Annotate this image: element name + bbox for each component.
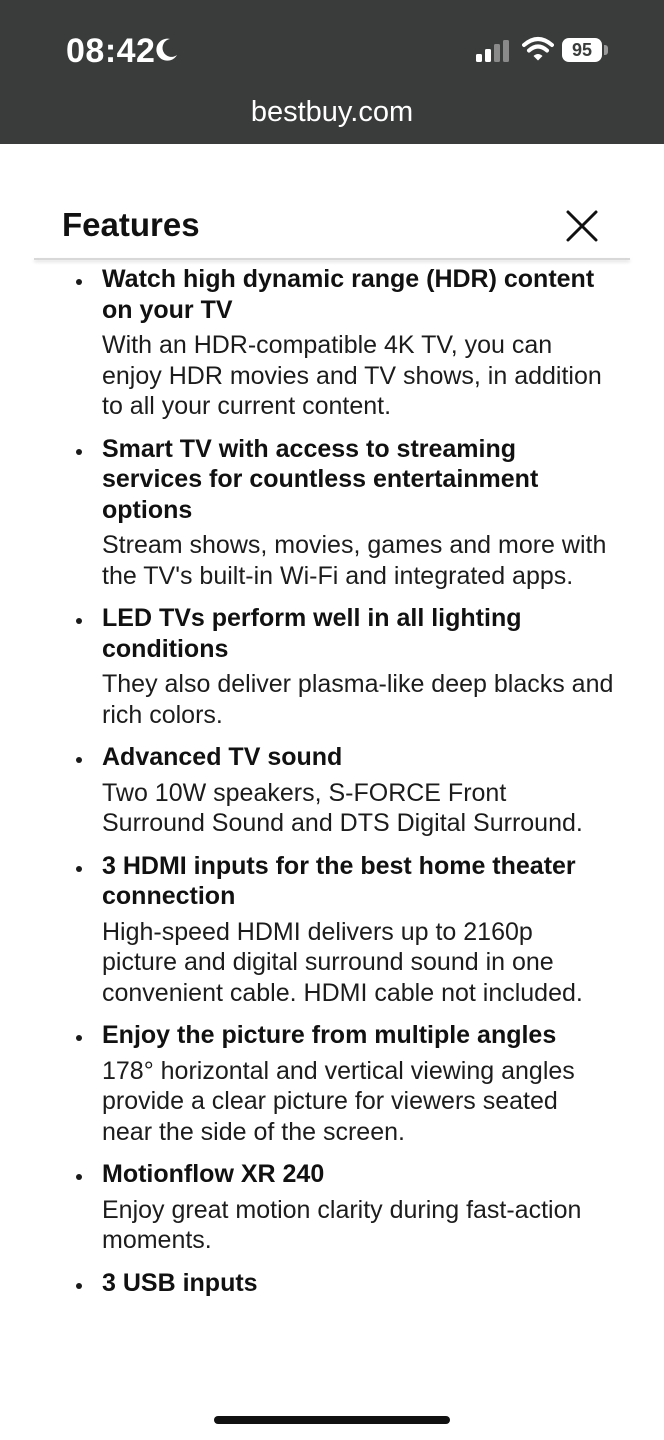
status-bar	[0, 0, 664, 144]
bullet-icon	[76, 279, 82, 285]
feature-title: LED TVs perform well in all lighting conditions	[102, 604, 522, 663]
feature-description: High-speed HDMI delivers up to 2160p picture and digital surround sound in one convenient cable. HDMI cable not included.	[102, 917, 583, 1007]
feature-item	[0, 1159, 664, 1256]
feature-item	[0, 1020, 664, 1147]
feature-description: With an HDR-compatible 4K TV, you can enjoy HDR movies and TV shows, in addition to all your current content.	[102, 331, 602, 420]
bullet-icon	[76, 449, 82, 455]
header-divider	[34, 258, 630, 260]
feature-title: Advanced TV sound	[102, 743, 343, 771]
bullet-icon	[76, 618, 82, 624]
feature-title: Smart TV with access to streaming services for countless entertainment options	[102, 434, 539, 524]
cellular-signal-icon	[476, 40, 512, 62]
feature-description: 178° horizontal and vertical viewing angles provide a clear picture for viewers seated near the side of the screen.	[102, 1056, 575, 1146]
feature-title: Motionflow XR 240	[102, 1160, 325, 1188]
features-list	[0, 264, 664, 1408]
bullet-icon	[76, 757, 82, 763]
feature-item	[0, 434, 664, 592]
feature-title: 3 USB inputs	[102, 1268, 258, 1297]
browser-url[interactable]: bestbuy.com	[250, 96, 414, 128]
feature-title: Watch high dynamic range (HDR) content on your TV	[102, 265, 595, 324]
bullet-icon	[76, 1174, 82, 1180]
clock-time: 08:42	[66, 32, 156, 70]
feature-title: Enjoy the picture from multiple angles	[102, 1021, 557, 1049]
feature-description: Stream shows, movies, games and more with the TV's built-in Wi-Fi and integrated apps.	[102, 531, 607, 590]
feature-title: 3 HDMI inputs for the best home theater connection	[102, 851, 576, 910]
feature-item	[0, 1268, 664, 1299]
bullet-icon	[76, 866, 82, 872]
close-icon[interactable]	[564, 208, 600, 244]
battery-level: 95	[571, 40, 593, 60]
feature-description: Enjoy great motion clarity during fast-action moments.	[102, 1195, 582, 1254]
feature-item	[0, 851, 664, 1009]
feature-item	[0, 264, 664, 422]
wifi-icon	[522, 36, 554, 62]
modal-title: Features	[62, 206, 200, 243]
moon-icon	[152, 36, 180, 64]
battery-icon	[562, 38, 602, 62]
feature-item	[0, 742, 664, 839]
feature-description: Two 10W speakers, S-FORCE Front Surround Sound and DTS Digital Surround.	[102, 778, 583, 837]
bullet-icon	[76, 1035, 82, 1041]
feature-description: They also deliver plasma-like deep blacks and rich colors.	[102, 670, 614, 729]
feature-item	[0, 603, 664, 730]
bullet-icon	[76, 1283, 82, 1289]
home-indicator[interactable]	[214, 1416, 450, 1424]
battery-tip	[604, 45, 608, 55]
